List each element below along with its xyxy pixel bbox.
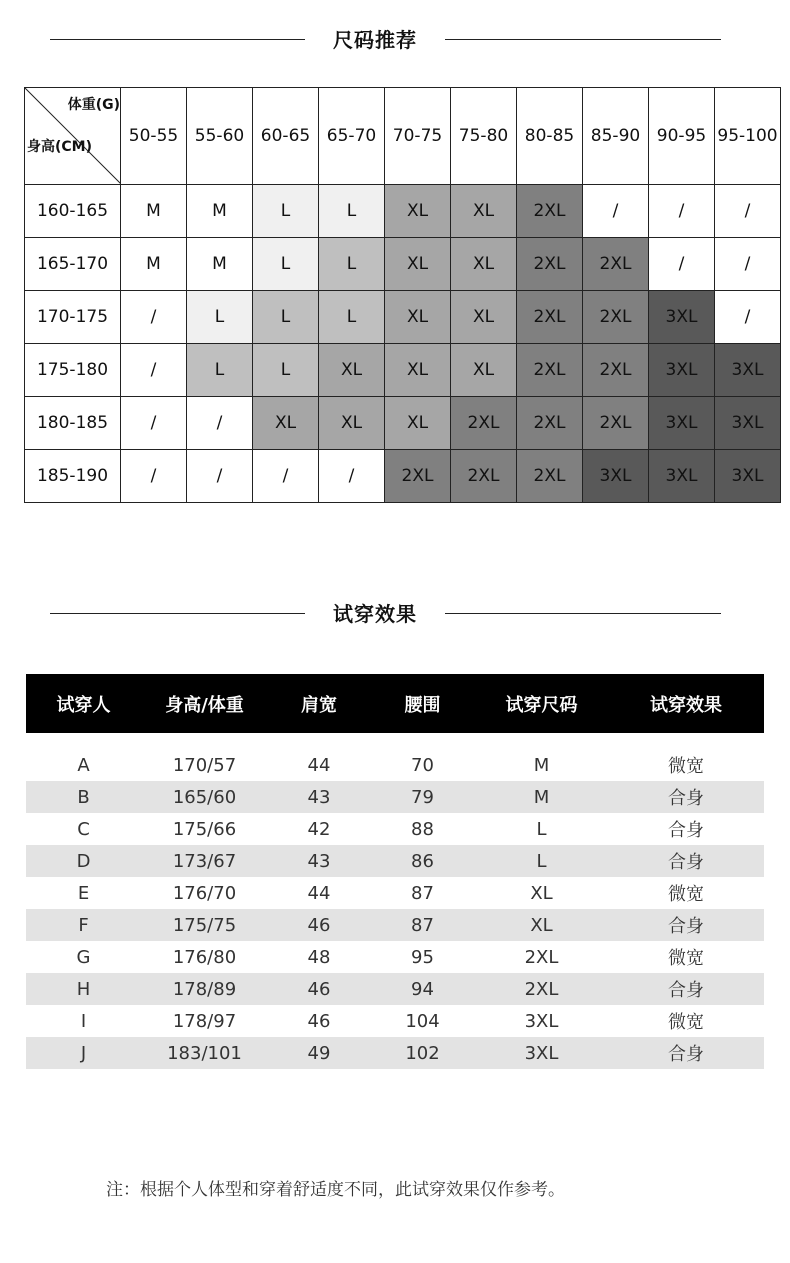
try-on-cell: 合身 xyxy=(608,973,764,1005)
weight-range-header: 50-55 xyxy=(121,88,187,185)
size-cell: 3XL xyxy=(715,344,781,397)
size-chart-corner xyxy=(25,88,121,185)
try-on-cell: 44 xyxy=(268,749,370,781)
try-on-cell: J xyxy=(26,1037,141,1069)
try-on-row xyxy=(26,1037,764,1069)
size-cell: 2XL xyxy=(583,397,649,450)
try-on-cell: M xyxy=(475,781,608,813)
size-cell: L xyxy=(253,238,319,291)
try-on-cell: 46 xyxy=(268,973,370,1005)
try-on-cell: 44 xyxy=(307,882,331,904)
try-on-cell: 3XL xyxy=(475,1037,608,1069)
size-cell: 2XL xyxy=(583,238,649,291)
size-cell: / xyxy=(121,344,187,397)
weight-range-header: 80-85 xyxy=(517,88,583,185)
try-on-row xyxy=(26,1005,764,1037)
try-on-cell: 170/57 xyxy=(141,749,268,781)
size-cell: / xyxy=(121,450,187,503)
try-on-cell: 微宽 xyxy=(608,749,764,781)
try-section-title: 试穿效果 xyxy=(333,602,417,626)
try-on-column-header: 肩宽 xyxy=(268,674,370,733)
spacer-cell xyxy=(268,733,370,749)
size-cell: XL xyxy=(451,344,517,397)
try-on-cell: 178/97 xyxy=(172,1010,237,1032)
size-cell: M xyxy=(187,238,253,291)
size-chart-header-row xyxy=(25,88,781,185)
size-cell: M xyxy=(121,185,187,238)
try-on-cell: 43 xyxy=(268,845,370,877)
weight-range-header: 90-95 xyxy=(649,88,715,185)
try-on-cell: 3XL xyxy=(524,1010,559,1032)
size-chart-row xyxy=(25,344,781,397)
try-on-cell: XL xyxy=(475,909,608,941)
try-on-cell: 70 xyxy=(370,749,475,781)
try-on-cell: 86 xyxy=(370,845,475,877)
size-cell: 3XL xyxy=(583,450,649,503)
try-on-cell: 合身 xyxy=(608,845,764,877)
size-chart-row xyxy=(25,397,781,450)
try-on-cell: 2XL xyxy=(475,973,608,1005)
size-cell: 2XL xyxy=(583,291,649,344)
size-cell: 3XL xyxy=(715,397,781,450)
size-cell: / xyxy=(715,238,781,291)
try-on-cell: 合身 xyxy=(608,781,764,813)
size-cell: 3XL xyxy=(649,344,715,397)
spacer-cell xyxy=(608,733,764,749)
try-on-column-header: 腰围 xyxy=(370,674,475,733)
size-cell: 2XL xyxy=(517,238,583,291)
try-on-cell: I xyxy=(80,1010,87,1032)
size-chart-row xyxy=(25,238,781,291)
divider-line xyxy=(445,613,721,614)
try-on-cell: 合身 xyxy=(668,820,704,841)
size-cell: / xyxy=(121,397,187,450)
try-on-cell: G xyxy=(76,946,91,968)
try-on-cell: E xyxy=(77,882,90,904)
size-cell: / xyxy=(583,185,649,238)
size-cell: L xyxy=(253,344,319,397)
size-cell: XL xyxy=(385,238,451,291)
try-on-row xyxy=(26,749,764,781)
weight-range-header: 95-100 xyxy=(715,88,781,185)
height-axis-label: 身高(CM) xyxy=(27,139,93,155)
size-cell: / xyxy=(649,238,715,291)
size-cell: L xyxy=(253,185,319,238)
spacer-cell xyxy=(370,733,475,749)
weight-range-header: 75-80 xyxy=(451,88,517,185)
weight-range-header: 85-90 xyxy=(583,88,649,185)
size-chart-table xyxy=(24,87,781,503)
try-on-cell: 48 xyxy=(307,946,331,968)
try-on-cell: F xyxy=(26,909,141,941)
size-cell: 2XL xyxy=(451,450,517,503)
try-on-cell: 173/67 xyxy=(141,845,268,877)
size-cell: / xyxy=(253,450,319,503)
size-cell: 3XL xyxy=(649,291,715,344)
try-on-row xyxy=(26,877,764,909)
try-section-header xyxy=(0,594,790,634)
weight-range-header: 55-60 xyxy=(187,88,253,185)
try-on-cell: 46 xyxy=(307,1010,331,1032)
try-on-cell: 42 xyxy=(307,818,331,840)
try-on-cell: 94 xyxy=(370,973,475,1005)
size-cell: 2XL xyxy=(517,185,583,238)
try-on-table xyxy=(26,674,764,1069)
size-cell: / xyxy=(649,185,715,238)
size-cell: 2XL xyxy=(517,450,583,503)
size-cell: XL xyxy=(385,185,451,238)
try-on-cell: 合身 xyxy=(608,909,764,941)
try-on-row xyxy=(26,845,764,877)
try-on-cell: 46 xyxy=(268,909,370,941)
try-on-cell: H xyxy=(26,973,141,1005)
try-on-cell: 176/80 xyxy=(172,946,237,968)
try-on-cell: 175/75 xyxy=(141,909,268,941)
try-on-row xyxy=(26,781,764,813)
size-cell: / xyxy=(715,185,781,238)
size-cell: XL xyxy=(253,397,319,450)
try-on-cell: 微宽 xyxy=(668,884,704,905)
size-cell: / xyxy=(715,291,781,344)
try-on-cell: XL xyxy=(530,882,553,904)
size-cell: XL xyxy=(319,397,385,450)
try-on-cell: 87 xyxy=(411,882,434,904)
size-cell: L xyxy=(253,291,319,344)
weight-range-header: 70-75 xyxy=(385,88,451,185)
size-cell: L xyxy=(187,344,253,397)
try-on-cell: 102 xyxy=(370,1037,475,1069)
try-on-cell: 合身 xyxy=(608,1037,764,1069)
size-cell: 3XL xyxy=(649,397,715,450)
try-on-row xyxy=(26,973,764,1005)
spacer-cell xyxy=(26,733,141,749)
try-on-row xyxy=(26,909,764,941)
try-on-cell: 178/89 xyxy=(141,973,268,1005)
size-cell: L xyxy=(319,185,385,238)
weight-range-header: 65-70 xyxy=(319,88,385,185)
size-cell: XL xyxy=(451,238,517,291)
try-on-column-header: 试穿效果 xyxy=(608,674,764,733)
divider-line xyxy=(445,39,721,40)
weight-range-header: 60-65 xyxy=(253,88,319,185)
size-cell: XL xyxy=(451,291,517,344)
size-cell: / xyxy=(121,291,187,344)
try-on-column-header: 试穿尺码 xyxy=(475,674,608,733)
size-section-header xyxy=(0,20,790,60)
size-cell: / xyxy=(187,397,253,450)
try-on-cell: C xyxy=(77,818,90,840)
try-on-cell: L xyxy=(475,845,608,877)
size-cell: 2XL xyxy=(517,344,583,397)
try-on-column-header: 身高/体重 xyxy=(141,674,268,733)
height-range-cell: 175-180 xyxy=(25,344,121,397)
size-chart-row xyxy=(25,291,781,344)
spacer-row xyxy=(26,733,764,749)
try-on-cell: M xyxy=(475,749,608,781)
size-chart-row xyxy=(25,185,781,238)
size-cell: L xyxy=(187,291,253,344)
height-range-cell: 165-170 xyxy=(25,238,121,291)
try-on-cell: 2XL xyxy=(524,946,559,968)
try-on-cell: 49 xyxy=(268,1037,370,1069)
height-range-cell: 170-175 xyxy=(25,291,121,344)
try-on-header-row xyxy=(26,674,764,733)
footnote: 注：根据个人体型和穿着舒适度不同，此试穿效果仅作参考。 xyxy=(106,1180,565,1200)
try-on-cell: 87 xyxy=(370,909,475,941)
try-on-cell: 微宽 xyxy=(668,948,704,969)
size-cell: 2XL xyxy=(517,397,583,450)
size-section-title: 尺码推荐 xyxy=(333,28,417,52)
size-chart-row xyxy=(25,450,781,503)
size-cell: XL xyxy=(385,397,451,450)
try-on-cell: 79 xyxy=(370,781,475,813)
size-cell: XL xyxy=(319,344,385,397)
weight-axis-label: 体重(G) xyxy=(67,97,120,113)
try-on-cell: 183/101 xyxy=(141,1037,268,1069)
spacer-cell xyxy=(475,733,608,749)
size-cell: L xyxy=(319,238,385,291)
divider-line xyxy=(50,613,305,614)
try-on-cell: 175/66 xyxy=(172,818,237,840)
spacer-cell xyxy=(141,733,268,749)
size-cell: 2XL xyxy=(451,397,517,450)
try-on-cell: 88 xyxy=(411,818,434,840)
try-on-row xyxy=(26,941,764,973)
try-on-cell: 104 xyxy=(405,1010,440,1032)
size-cell: 3XL xyxy=(715,450,781,503)
try-on-cell: 165/60 xyxy=(141,781,268,813)
size-cell: 2XL xyxy=(583,344,649,397)
try-on-cell: L xyxy=(536,818,547,840)
size-cell: 2XL xyxy=(385,450,451,503)
size-cell: L xyxy=(319,291,385,344)
size-cell: 3XL xyxy=(649,450,715,503)
height-range-cell: 160-165 xyxy=(25,185,121,238)
size-cell: M xyxy=(121,238,187,291)
try-on-cell: 95 xyxy=(411,946,434,968)
try-on-cell: A xyxy=(26,749,141,781)
height-range-cell: 185-190 xyxy=(25,450,121,503)
height-range-cell: 180-185 xyxy=(25,397,121,450)
try-on-cell: D xyxy=(26,845,141,877)
try-on-cell: 176/70 xyxy=(172,882,237,904)
try-on-cell: 43 xyxy=(268,781,370,813)
try-on-cell: B xyxy=(26,781,141,813)
try-on-row xyxy=(26,813,764,845)
try-on-column-header: 试穿人 xyxy=(26,674,141,733)
size-cell: M xyxy=(187,185,253,238)
size-cell: XL xyxy=(451,185,517,238)
try-on-cell: 微宽 xyxy=(668,1012,704,1033)
size-cell: / xyxy=(187,450,253,503)
size-cell: / xyxy=(319,450,385,503)
divider-line xyxy=(50,39,305,40)
size-cell: 2XL xyxy=(517,291,583,344)
size-cell: XL xyxy=(385,291,451,344)
size-cell: XL xyxy=(385,344,451,397)
